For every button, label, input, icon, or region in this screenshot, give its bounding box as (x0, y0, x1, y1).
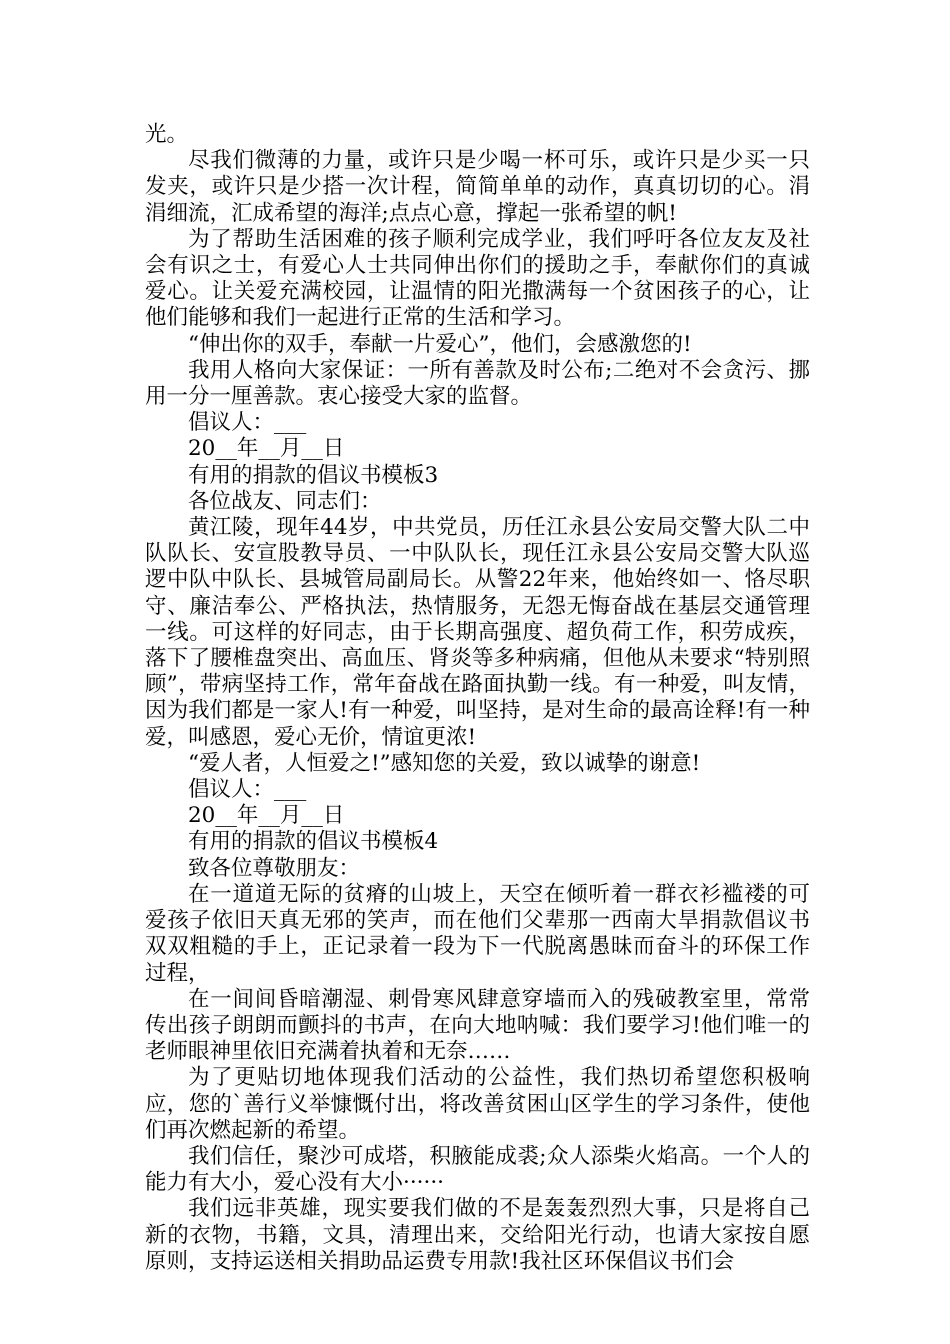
signature-line: 倡议人：___ (188, 410, 307, 436)
section-title: 有用的捐款的倡议书模板3 (188, 462, 439, 488)
paragraph: 为了帮助生活困难的孩子顺利完成学业，我们呼吁各位友友及社会有识之士，有爱心人士共同伸出你们的援助之手，奉献你们的真诚爱心。让关爱充满校园，让温情的阳光撒满每一个贫困孩子的心，让他们能够和我们一起进行正常的生活和学习。 (145, 226, 810, 331)
date-line: 20__年__月__日 (188, 436, 345, 462)
paragraph: “伸出你的双手，奉献一片爱心”，他们，会感激您的! (188, 331, 692, 357)
signature-line: 倡议人：___ (188, 777, 307, 803)
paragraph: 尽我们微薄的力量，或许只是少喝一杯可乐，或许只是少买一只发夹，或许只是少搭一次计程，简简单单的动作，真真切切的心。涓涓细流，汇成希望的海洋;点点心意，撑起一张希望的帆! (145, 148, 810, 226)
paragraph: 光。 (145, 122, 189, 147)
section-title: 有用的捐款的倡议书模板4 (188, 829, 439, 855)
date-line: 20__年__月__日 (188, 803, 345, 829)
paragraph: 黄江陵，现年44岁，中共党员，历任江永县公安局交警大队二中队队长、安宣股教导员、一中队队长，现任江永县公安局交警大队巡逻中队中队长、县城管局副局长。从警22年来，他始终如一、恪尽职守、廉洁奉公、严格执法，热情服务，无怨无悔奋战在基层交通管理一线。可这样的好同志，由于长期高强度、超负荷工作，积劳成疾，落下了腰椎盘突出、高血压、肾炎等多种病痛，但他从未要求“特别照顾”，带病坚持工作，常年奋战在路面执勤一线。有一种爱，叫友情，因为我们都是一家人!有一种爱，叫坚持，是对生命的最高诠释!有一种爱，叫感恩，爱心无价，情谊更浓! (145, 515, 810, 750)
salutation: 各位战友、同志们： (188, 488, 382, 514)
salutation: 致各位尊敬朋友： (188, 855, 361, 881)
document-body (145, 122, 810, 1275)
paragraph: 我们信任，聚沙可成塔，积腋能成裘;众人添柴火焰高。一个人的能力有大小，爱心没有大小······ (145, 1143, 810, 1196)
paragraph: 为了更贴切地体现我们活动的公益性，我们热切希望您积极响应，您的`善行义举慷慨付出，将改善贫困山区学生的学习条件，使他们再次燃起新的希望。 (145, 1065, 810, 1143)
paragraph: 在一间间昏暗潮湿、刺骨寒风肆意穿墙而入的残破教室里，常常传出孩子朗朗而颤抖的书声，在向大地呐喊：我们要学习!他们唯一的老师眼神里依旧充满着执着和无奈…… (145, 986, 810, 1065)
paragraph: 我用人格向大家保证：一所有善款及时公布;二绝对不会贪污、挪用一分一厘善款。衷心接受大家的监督。 (145, 357, 810, 410)
paragraph: 在一道道无际的贫瘠的山坡上，天空在倾听着一群衣衫褴褛的可爱孩子依旧天真无邪的笑声，而在他们父辈那一西南大旱捐款倡议书双双粗糙的手上，正记录着一段为下一代脱离愚昧而奋斗的环保工作过程， (145, 881, 810, 986)
paragraph: “爱人者，人恒爱之!”感知您的关爱，致以诚挚的谢意! (188, 750, 701, 776)
paragraph: 我们远非英雄，现实要我们做的不是轰轰烈烈大事，只是将自己新的衣物，书籍，文具，清理出来，交给阳光行动，也请大家按自愿原则，支持运送相关捐助品运费专用款!我社区环保倡议书们会 (145, 1196, 810, 1274)
